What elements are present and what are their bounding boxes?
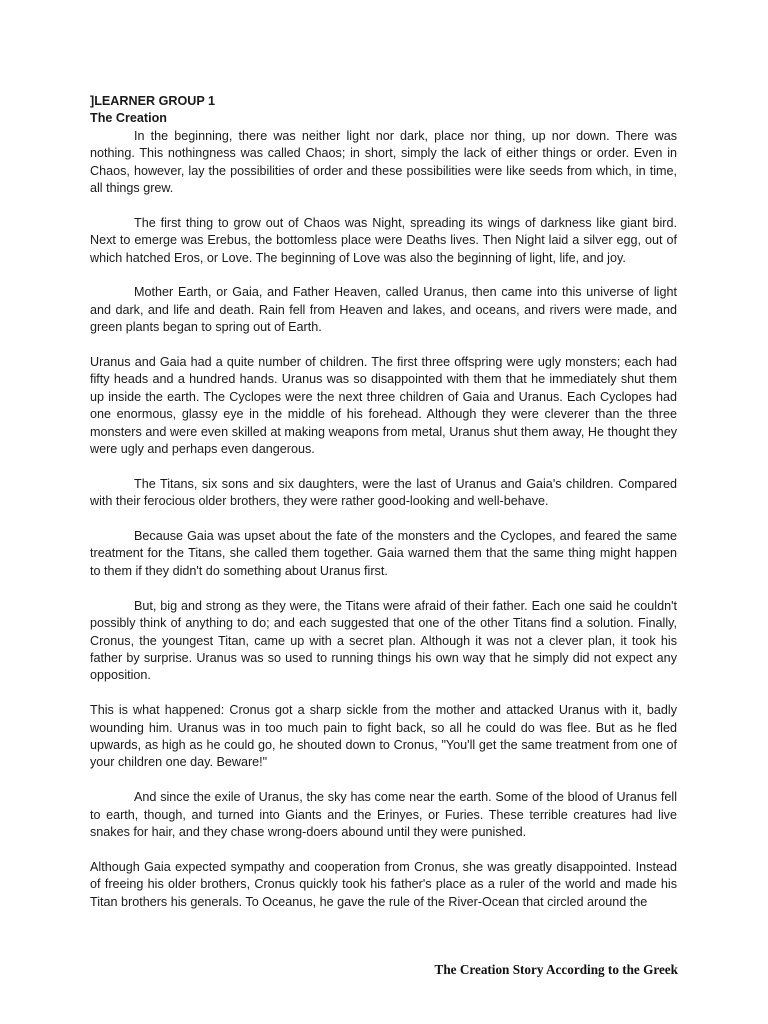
paragraph-list xyxy=(90,128,677,911)
paragraph: Mother Earth, or Gaia, and Father Heaven, called Uranus, then came into this universe of light and dark, and life and death. Rain fell from Heaven and lakes, and oceans, and rivers were made, and green plants began to spring out of Earth. xyxy=(90,285,677,335)
document-body xyxy=(90,93,677,928)
page-footer: The Creation Story According to the Greek xyxy=(434,962,678,977)
paragraph: Because Gaia was upset about the fate of the monsters and the Cyclopes, and feared the same treatment for the Titans, she called them together. Gaia warned them that the same thing might happen to them if they didn't do something about Uranus first. xyxy=(90,529,677,578)
group-label: ]LEARNER GROUP 1 xyxy=(90,94,216,108)
page-title: The Creation xyxy=(90,111,167,126)
paragraph: And since the exile of Uranus, the sky has come near the earth. Some of the blood of Uranus fell to earth, though, and turned into Giants and the Erinyes, or Furies. These terrible creatures had live snakes for hair, and they chase wrong-doers abound until they were punished. xyxy=(90,790,677,839)
paragraph: In the beginning, there was neither light nor dark, place nor thing, up nor down. There was nothing. This nothingness was called Chaos; in short, simply the lack of either things or order. Even in Chaos, however, lay the possibilities of order and these possibilities were like seeds from which, in time, all things grew. xyxy=(90,128,677,196)
paragraph: Uranus and Gaia had a quite number of children. The first three offspring were ugly monsters; each had fifty heads and a hundred hands. Uranus was so disappointed with them that he immediately shut them up inside the earth. The Cyclopes were the next three children of Gaia and Uranus. Each Cyclopes had one enormous, glassy eye in the middle of his forehead. Although they were cleverer than the three monsters and were even skilled at making weapons from metal, Uranus shut them away, He thought they were ugly and perhaps even dangerous. xyxy=(90,355,677,457)
paragraph: This is what happened: Cronus got a sharp sickle from the mother and attacked Uranus with it, badly wounding him. Uranus was in too much pain to fight back, so all he could do was flee. But as he fled upwards, as high as he could go, he shouted down to Cronus, "You'll get the same treatment from one of your children one day. Beware!" xyxy=(90,703,677,770)
paragraph: Although Gaia expected sympathy and cooperation from Cronus, she was greatly disappointed. Instead of freeing his older brothers, Cronus quickly took his father's place as a ruler of the world and made his Titan brothers his generals. To Oceanus, he gave the rule of the River-Ocean that circled around the xyxy=(90,859,677,909)
paragraph: The first thing to grow out of Chaos was Night, spreading its wings of darkness like giant bird. Next to emerge was Erebus, the bottomless place were Deaths lives. Then Night laid a silver egg, out of which hatched Eros, or Love. The beginning of Love was also the beginning of light, life, and joy. xyxy=(90,215,677,265)
paragraph: The Titans, six sons and six daughters, were the last of Uranus and Gaia's children. Compared with their ferocious older brothers, they were rather good-looking and well-behave. xyxy=(90,476,677,509)
paragraph: But, big and strong as they were, the Titans were afraid of their father. Each one said he couldn't possibly think of anything to do; and each suggested that one of the other Titans find a solution. Finally, Cronus, the youngest Titan, came up with a secret plan. Although it was not a clever plan, it took his father by surprise. Uranus was so used to running things his own way that he simply did not expect any opposition. xyxy=(90,598,677,683)
